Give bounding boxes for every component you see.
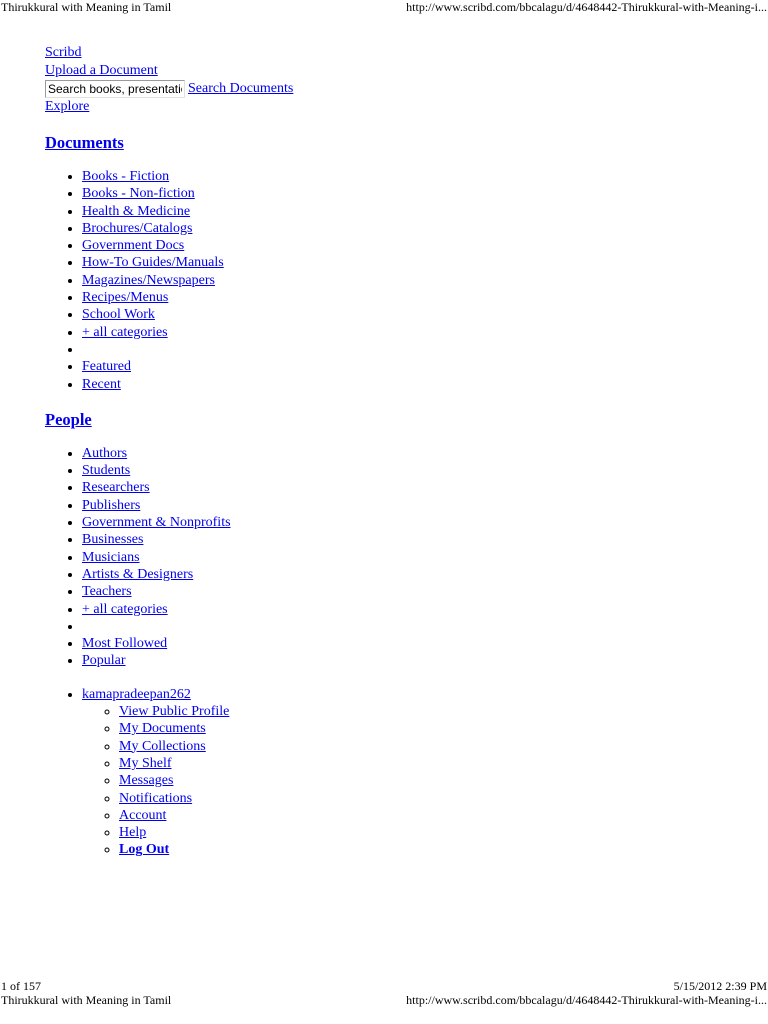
documents-heading xyxy=(45,133,745,153)
list-item xyxy=(82,514,745,531)
print-footer xyxy=(0,979,768,993)
people-heading xyxy=(45,410,745,430)
help-link[interactable]: Help xyxy=(119,825,147,841)
list-item xyxy=(82,497,745,514)
empty-list-item xyxy=(82,341,745,358)
list-item xyxy=(119,703,745,720)
category-link[interactable]: Books - Fiction xyxy=(82,169,170,184)
list-item xyxy=(119,807,745,824)
search-input[interactable] xyxy=(45,80,185,98)
print-header-title: Thirukkural with Meaning in Tamil xyxy=(1,0,172,14)
search-documents-link[interactable]: Search Documents xyxy=(188,81,294,96)
next-page-header xyxy=(0,993,768,1007)
people-link[interactable]: Businesses xyxy=(82,532,144,548)
documents-heading-link[interactable]: Documents xyxy=(45,133,124,152)
list-item xyxy=(119,772,745,789)
my-documents-link[interactable]: My Documents xyxy=(119,721,206,737)
user-menu-item xyxy=(82,686,745,859)
people-link[interactable]: Teachers xyxy=(82,584,132,600)
most-followed-link[interactable]: Most Followed xyxy=(82,636,168,652)
print-header-url: http://www.scribd.com/bbcalagu/d/4648442-Thirukkural-with-Meaning-i... xyxy=(406,0,767,14)
explore-link[interactable]: Explore xyxy=(45,99,90,114)
people-link[interactable]: Artists & Designers xyxy=(82,566,194,582)
list-item xyxy=(82,254,745,271)
category-link[interactable]: School Work xyxy=(82,307,155,323)
people-link[interactable]: Authors xyxy=(82,445,128,461)
user-menu xyxy=(45,686,745,859)
list-item xyxy=(82,203,745,220)
list-item xyxy=(82,237,745,254)
list-item xyxy=(119,824,745,841)
view-public-profile-link[interactable]: View Public Profile xyxy=(119,704,230,720)
list-item xyxy=(119,841,745,858)
top-nav xyxy=(45,44,745,116)
list-item xyxy=(82,652,745,669)
my-shelf-link[interactable]: My Shelf xyxy=(119,755,172,771)
people-link[interactable]: Students xyxy=(82,463,131,479)
category-link[interactable]: Brochures/Catalogs xyxy=(82,220,193,236)
notifications-link[interactable]: Notifications xyxy=(119,790,193,806)
list-item xyxy=(82,635,745,652)
log-out-link[interactable]: Log Out xyxy=(119,842,170,858)
list-item xyxy=(82,601,745,618)
popular-link[interactable]: Popular xyxy=(82,653,126,669)
all-categories-link[interactable]: + all categories xyxy=(82,324,168,340)
print-datetime: 5/15/2012 2:39 PM xyxy=(673,979,767,993)
category-link[interactable]: Magazines/Newspapers xyxy=(82,272,215,288)
messages-link[interactable]: Messages xyxy=(119,773,174,789)
my-collections-link[interactable]: My Collections xyxy=(119,738,206,754)
recent-link[interactable]: Recent xyxy=(82,376,121,392)
list-item xyxy=(119,738,745,755)
list-item xyxy=(82,324,745,341)
list-item xyxy=(82,462,745,479)
username-link[interactable]: kamapradeepan262 xyxy=(82,686,191,702)
list-item xyxy=(82,272,745,289)
list-item xyxy=(82,583,745,600)
page-count: 1 of 157 xyxy=(1,979,41,993)
search-bar xyxy=(45,80,745,98)
list-item xyxy=(82,566,745,583)
all-categories-link[interactable]: + all categories xyxy=(82,601,168,617)
category-link[interactable]: Books - Non-fiction xyxy=(82,186,195,202)
scribd-link[interactable]: Scribd xyxy=(45,45,82,60)
account-link[interactable]: Account xyxy=(119,807,167,823)
category-link[interactable]: Government Docs xyxy=(82,238,185,254)
empty-list-item xyxy=(82,618,745,635)
people-heading-link[interactable]: People xyxy=(45,409,92,429)
next-page-url: http://www.scribd.com/bbcalagu/d/4648442-Thirukkural-with-Meaning-i... xyxy=(406,993,767,1007)
list-item xyxy=(119,790,745,807)
upload-document-link[interactable]: Upload a Document xyxy=(45,63,158,78)
list-item xyxy=(82,306,745,323)
next-page-title: Thirukkural with Meaning in Tamil xyxy=(1,993,172,1007)
category-link[interactable]: Recipes/Menus xyxy=(82,290,169,306)
list-item xyxy=(82,168,745,185)
list-item xyxy=(82,358,745,375)
list-item xyxy=(82,289,745,306)
print-header xyxy=(0,0,768,14)
list-item xyxy=(82,549,745,566)
featured-link[interactable]: Featured xyxy=(82,359,131,375)
people-category-list xyxy=(45,445,745,670)
list-item xyxy=(82,531,745,548)
category-link[interactable]: Health & Medicine xyxy=(82,203,191,219)
people-link[interactable]: Musicians xyxy=(82,549,140,565)
list-item xyxy=(82,445,745,462)
people-link[interactable]: Publishers xyxy=(82,497,141,513)
list-item xyxy=(82,479,745,496)
people-link[interactable]: Government & Nonprofits xyxy=(82,515,231,531)
list-item xyxy=(82,220,745,237)
documents-category-list xyxy=(45,168,745,393)
people-link[interactable]: Researchers xyxy=(82,480,150,496)
list-item xyxy=(82,185,745,202)
category-link[interactable]: How-To Guides/Manuals xyxy=(82,255,224,271)
page-content xyxy=(45,44,745,859)
list-item xyxy=(82,376,745,393)
list-item xyxy=(119,755,745,772)
user-submenu xyxy=(82,703,745,859)
list-item xyxy=(119,720,745,737)
